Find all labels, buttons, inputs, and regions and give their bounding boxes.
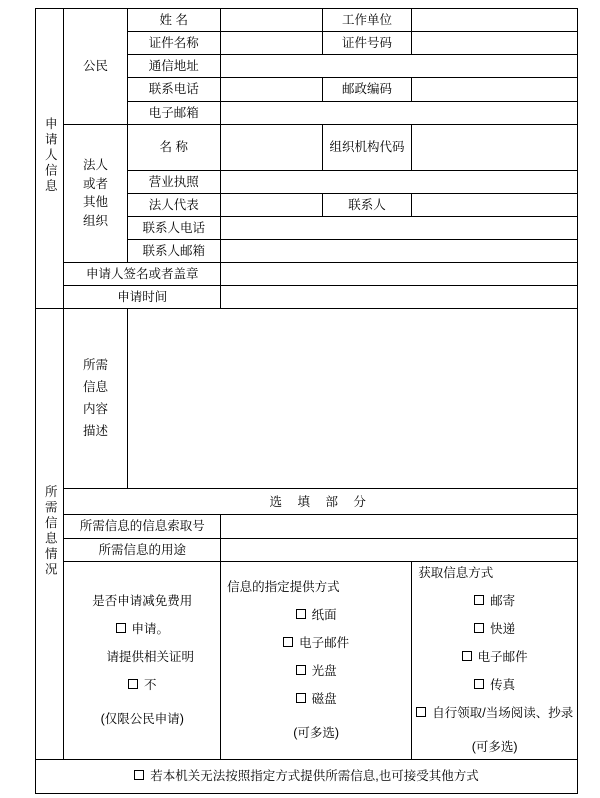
- fee-waiver-option-no[interactable]: 不: [68, 676, 216, 694]
- label-id-number: 证件号码: [322, 32, 411, 55]
- label-signature: 申请人签名或者盖章: [64, 263, 221, 286]
- table-row: [36, 124, 578, 170]
- label-email: 电子邮箱: [127, 101, 221, 124]
- input-name[interactable]: [221, 9, 323, 32]
- input-contact-phone[interactable]: [221, 216, 578, 239]
- applicant-info-vertical-label: 申请人信息: [36, 9, 64, 309]
- information-request-form: [35, 8, 578, 794]
- obtain-method-title: 获取信息方式: [418, 565, 494, 580]
- table-row: [36, 515, 578, 538]
- table-row: [36, 263, 578, 286]
- input-work-unit[interactable]: [412, 9, 578, 32]
- input-address[interactable]: [221, 55, 578, 78]
- group-citizen: 公民: [64, 9, 127, 125]
- input-contact-person[interactable]: [412, 193, 578, 216]
- provide-method-title: 信息的指定提供方式: [227, 579, 340, 594]
- checkbox-icon[interactable]: [474, 679, 484, 689]
- table-row: [36, 286, 578, 309]
- checkbox-icon[interactable]: [128, 679, 138, 689]
- input-entity-name[interactable]: [221, 124, 323, 170]
- input-legal-rep[interactable]: [221, 193, 323, 216]
- checkbox-icon[interactable]: [283, 637, 293, 647]
- input-id-number[interactable]: [412, 32, 578, 55]
- label-purpose: 所需信息的用途: [64, 538, 221, 561]
- label-entity-name: 名 称: [127, 124, 221, 170]
- obtain-option-mail[interactable]: 邮寄: [416, 592, 573, 610]
- input-description[interactable]: [127, 309, 577, 489]
- optional-section-title: 选 填 部 分: [64, 489, 578, 515]
- needed-info-vertical-label: 所需信息情况: [36, 309, 64, 759]
- checkbox-icon[interactable]: [474, 623, 484, 633]
- checkbox-icon[interactable]: [416, 707, 426, 717]
- label-contact-person: 联系人: [322, 193, 411, 216]
- provide-option-disk[interactable]: 磁盘: [225, 690, 407, 708]
- group-legal-entity: 法人 或者 其他 组织: [64, 124, 127, 263]
- label-postcode: 邮政编码: [322, 78, 411, 101]
- provide-option-cd[interactable]: 光盘: [225, 662, 407, 680]
- label-contact-email: 联系人邮箱: [127, 240, 221, 263]
- obtain-method-note: (可多选): [471, 740, 518, 755]
- fee-waiver-option-proof: 请提供相关证明: [106, 650, 195, 664]
- table-row: [36, 759, 578, 793]
- input-email[interactable]: [221, 101, 578, 124]
- provide-option-email[interactable]: 电子邮件: [225, 634, 407, 652]
- label-id-type: 证件名称: [127, 32, 221, 55]
- bottom-note-row[interactable]: 若本机关无法按照指定方式提供所需信息,也可接受其他方式: [36, 759, 578, 793]
- obtain-option-pickup[interactable]: 自行领取/当场阅读、抄录: [416, 704, 573, 722]
- table-row: [36, 309, 578, 489]
- input-index-number[interactable]: [221, 515, 578, 538]
- obtain-option-email[interactable]: 电子邮件: [416, 648, 573, 666]
- table-row: [36, 9, 578, 32]
- input-phone[interactable]: [221, 78, 323, 101]
- checkbox-icon[interactable]: [474, 595, 484, 605]
- label-phone: 联系电话: [127, 78, 221, 101]
- obtain-option-fax[interactable]: 传真: [416, 676, 573, 694]
- checkbox-icon[interactable]: [296, 665, 306, 675]
- table-row: [36, 561, 578, 759]
- input-org-code[interactable]: [412, 124, 578, 170]
- provide-method-note: (可多选): [293, 726, 340, 741]
- fee-waiver-title: 是否申请减免费用: [92, 593, 193, 608]
- label-work-unit: 工作单位: [322, 9, 411, 32]
- checkbox-icon[interactable]: [296, 693, 306, 703]
- input-purpose[interactable]: [221, 538, 578, 561]
- input-signature[interactable]: [221, 263, 578, 286]
- obtain-method-block: [412, 561, 578, 759]
- label-index-number: 所需信息的信息索取号: [64, 515, 221, 538]
- provide-method-block: [221, 561, 412, 759]
- label-org-code: 组织机构代码: [322, 124, 411, 170]
- label-name: 姓 名: [127, 9, 221, 32]
- obtain-option-express[interactable]: 快递: [416, 620, 573, 638]
- checkbox-icon[interactable]: [116, 623, 126, 633]
- label-address: 通信地址: [127, 55, 221, 78]
- label-business-license: 营业执照: [127, 170, 221, 193]
- input-business-license[interactable]: [221, 170, 578, 193]
- input-id-type[interactable]: [221, 32, 323, 55]
- label-description: 所需 信息 内容 描述: [64, 309, 127, 489]
- label-contact-phone: 联系人电话: [127, 216, 221, 239]
- checkbox-icon[interactable]: [296, 609, 306, 619]
- checkbox-icon[interactable]: [462, 651, 472, 661]
- label-legal-rep: 法人代表: [127, 193, 221, 216]
- input-contact-email[interactable]: [221, 240, 578, 263]
- label-apply-time: 申请时间: [64, 286, 221, 309]
- checkbox-icon[interactable]: [134, 770, 144, 780]
- fee-waiver-block: [64, 561, 221, 759]
- fee-waiver-option-apply[interactable]: 申请。: [68, 620, 216, 638]
- provide-option-paper[interactable]: 纸面: [225, 606, 407, 624]
- fee-waiver-note: (仅限公民申请): [100, 712, 184, 727]
- table-row: [36, 489, 578, 515]
- input-postcode[interactable]: [412, 78, 578, 101]
- table-row: [36, 538, 578, 561]
- input-apply-time[interactable]: [221, 286, 578, 309]
